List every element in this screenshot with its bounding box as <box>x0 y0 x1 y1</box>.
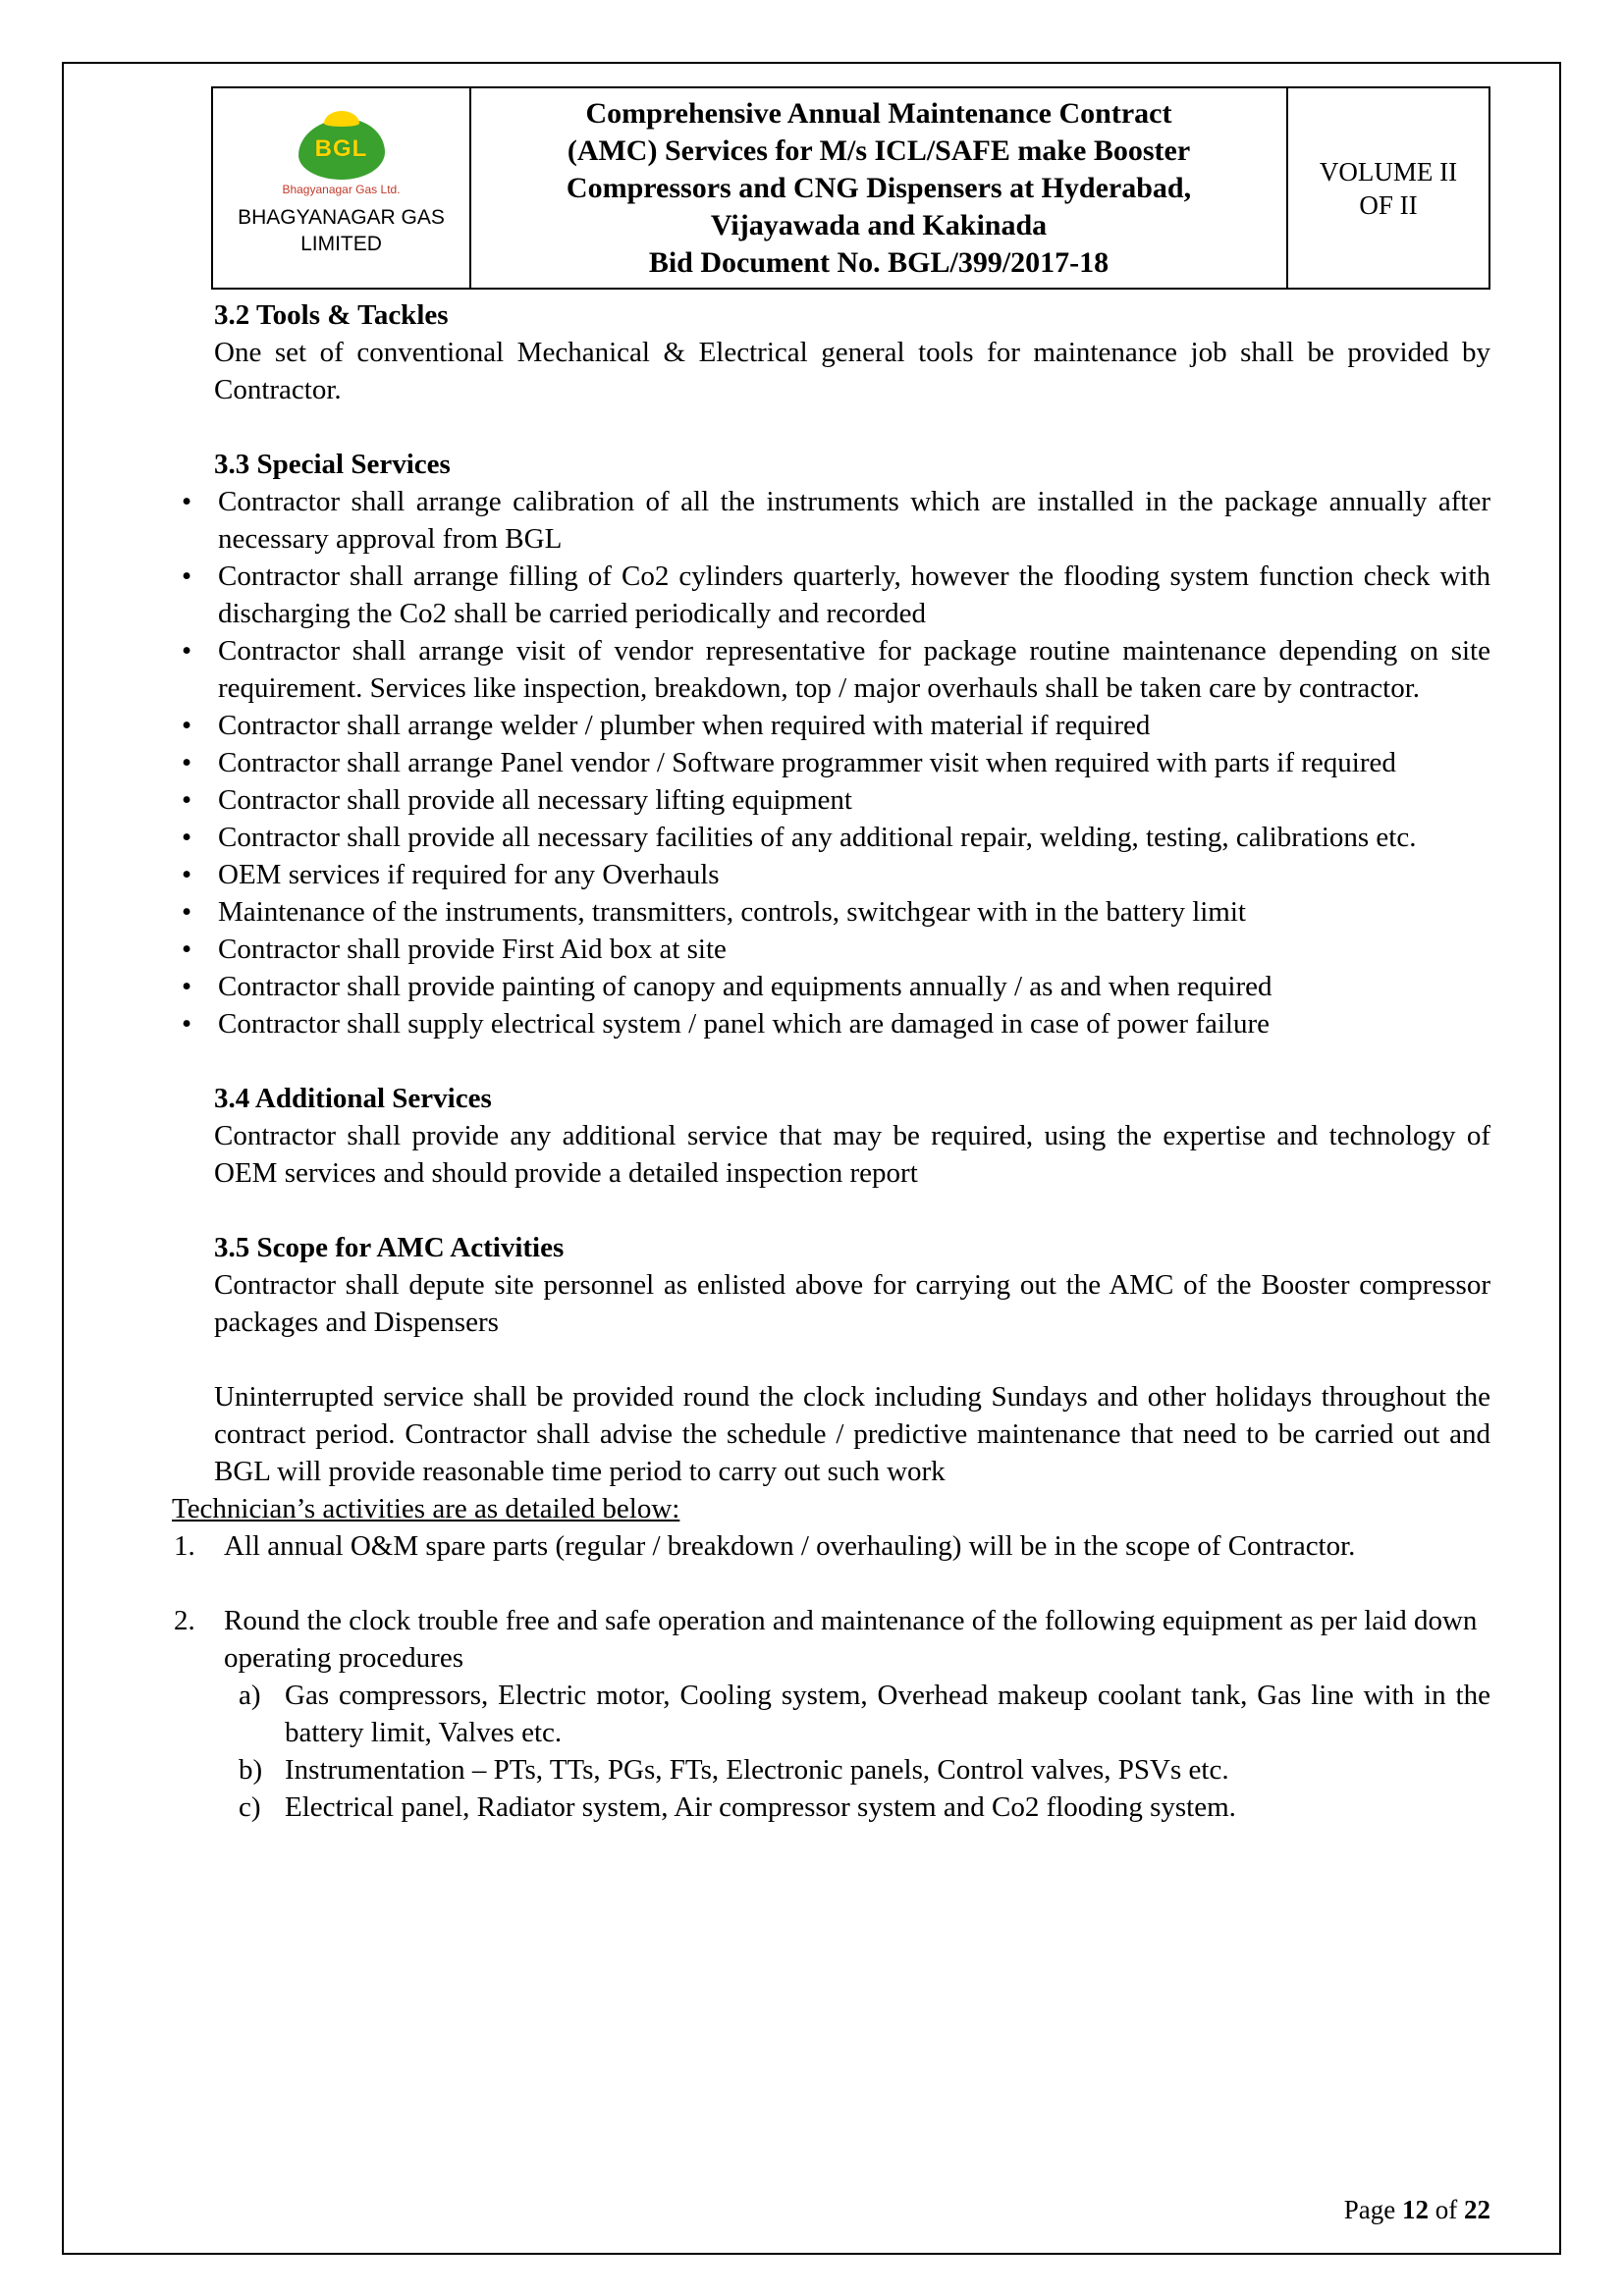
sub-item-text: Instrumentation – PTs, TTs, PGs, FTs, Electronic panels, Control valves, PSVs etc. <box>285 1754 1229 1786</box>
list-marker: 1. <box>174 1530 195 1562</box>
title-line: (AMC) Services for M/s ICL/SAFE make Booster <box>567 134 1191 167</box>
list-marker: c) <box>239 1791 261 1823</box>
list-marker: a) <box>239 1680 261 1711</box>
volume-label <box>1288 88 1489 288</box>
bullet-item: • Contractor shall arrange visit of vendor representative for package routine maintenance depending on site requirement. Services like inspection, breakdown, top / major overhauls shall be taken care by contractor. <box>172 632 1490 707</box>
list-marker: b) <box>239 1754 263 1786</box>
sub-item-c <box>172 1789 1490 1826</box>
section-3-2-paragraph: One set of conventional Mechanical & Electrical general tools for maintenance job shall be provided by Contractor. <box>214 337 1490 405</box>
section-3-5-paragraph-2: Uninterrupted service shall be provided round the clock including Sundays and other holidays throughout the contract period. Contractor shall advise the schedule / predictive maintenance that need to be carried out and BGL will provide reasonable time period to carry out such work <box>214 1381 1490 1487</box>
document-header <box>211 86 1490 290</box>
page-footer <box>1344 2195 1490 2225</box>
bullet-item: • Contractor shall arrange calibration of all the instruments which are installed in the package annually after necessary approval from BGL <box>172 483 1490 558</box>
company-name-line1: BHAGYANAGAR GAS <box>238 206 445 229</box>
title-line: Bid Document No. BGL/399/2017-18 <box>648 246 1110 279</box>
page-label: Page <box>1343 2195 1396 2224</box>
sub-item-text: Electrical panel, Radiator system, Air compressor system and Co2 flooding system. <box>285 1791 1236 1823</box>
bullet-item: • Maintenance of the instruments, transmitters, controls, switchgear with in the battery limit <box>172 893 1490 931</box>
section-heading-3-2: 3.2 Tools & Tackles <box>214 299 449 331</box>
company-name <box>238 204 445 257</box>
title-line: Comprehensive Annual Maintenance Contract <box>585 97 1172 130</box>
bullet-item: • Contractor shall supply electrical system / panel which are damaged in case of power failure <box>172 1005 1490 1042</box>
logo-cell <box>213 88 471 288</box>
bullet-item: • Contractor shall arrange welder / plumber when required with material if required <box>172 707 1490 744</box>
document-body <box>172 296 1490 1826</box>
special-services-list <box>172 483 1490 1042</box>
bullet-item: • Contractor shall provide all necessary lifting equipment <box>172 781 1490 819</box>
logo-tagline: Bhagyanagar Gas Ltd. <box>282 183 401 196</box>
numbered-item-text: Round the clock trouble free and safe operation and maintenance of the following equipment as per laid down operating procedures <box>224 1605 1478 1674</box>
numbered-item-2 <box>172 1602 1490 1677</box>
section-heading-3-3: 3.3 Special Services <box>214 449 451 480</box>
sub-item-text: Gas compressors, Electric motor, Cooling system, Overhead makeup coolant tank, Gas line with in the battery limit, Valves etc. <box>285 1680 1490 1748</box>
numbered-item-1 <box>172 1527 1490 1565</box>
company-logo-icon <box>298 119 385 180</box>
sub-item-a <box>172 1677 1490 1751</box>
volume-line1: VOLUME II <box>1319 156 1458 187</box>
logo-acronym: BGL <box>314 135 368 162</box>
document-title <box>471 88 1288 288</box>
bullet-item: • Contractor shall arrange filling of Co2 cylinders quarterly, however the flooding system function check with discharging the Co2 shall be carried periodically and recorded <box>172 558 1490 632</box>
sub-item-b <box>172 1751 1490 1789</box>
total-pages: 22 <box>1464 2195 1490 2224</box>
section-3-4-paragraph: Contractor shall provide any additional service that may be required, using the expertise and technology of OEM services and should provide a detailed inspection report <box>214 1120 1490 1189</box>
bullet-item: • Contractor shall arrange Panel vendor / Software programmer visit when required with parts if required <box>172 744 1490 781</box>
technician-activities-heading: Technician’s activities are as detailed below: <box>172 1493 680 1524</box>
numbered-item-text: All annual O&M spare parts (regular / breakdown / overhauling) will be in the scope of Contractor. <box>224 1530 1356 1562</box>
section-heading-3-4: 3.4 Additional Services <box>214 1083 492 1114</box>
page-number: 12 <box>1402 2195 1429 2224</box>
title-line: Compressors and CNG Dispensers at Hyderabad, <box>566 172 1192 204</box>
volume-line2: OF II <box>1359 189 1418 220</box>
company-name-line2: LIMITED <box>300 233 382 255</box>
section-3-5-paragraph-1: Contractor shall depute site personnel as enlisted above for carrying out the AMC of the Booster compressor packages and Dispensers <box>214 1269 1490 1338</box>
bullet-item: • Contractor shall provide all necessary facilities of any additional repair, welding, testing, calibrations etc. <box>172 819 1490 856</box>
flame-icon <box>324 111 359 127</box>
title-line: Vijayawada and Kakinada <box>710 209 1048 241</box>
list-marker: 2. <box>174 1605 195 1636</box>
section-heading-3-5: 3.5 Scope for AMC Activities <box>214 1232 565 1263</box>
of-label: of <box>1435 2195 1458 2224</box>
bullet-item: • Contractor shall provide First Aid box at site <box>172 931 1490 968</box>
bullet-item: • OEM services if required for any Overhauls <box>172 856 1490 893</box>
bullet-item: • Contractor shall provide painting of canopy and equipments annually / as and when required <box>172 968 1490 1005</box>
